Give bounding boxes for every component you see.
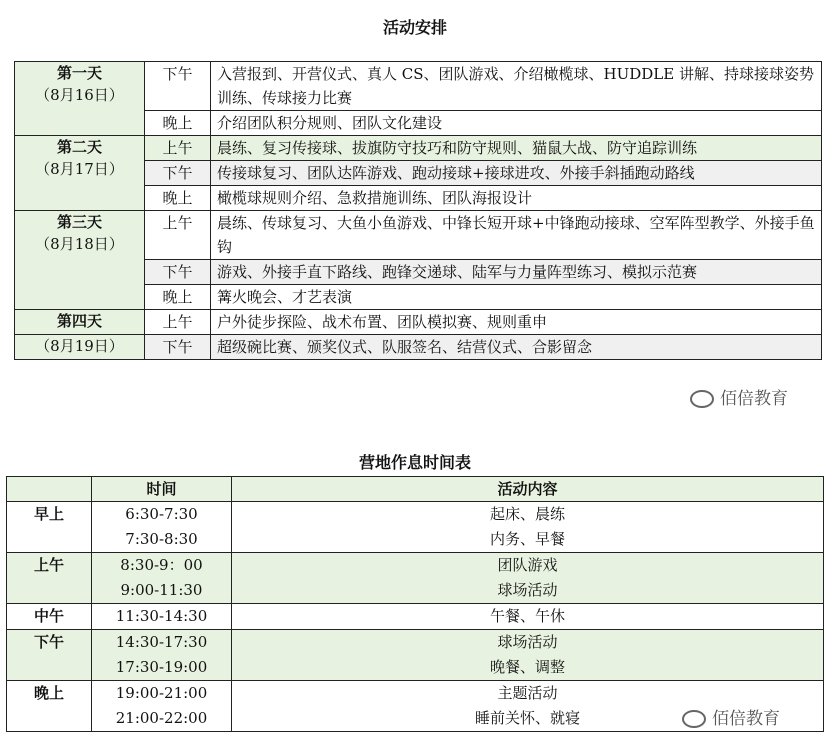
table-row xyxy=(15,335,822,360)
day-cell: 第二天 （8月17日） xyxy=(15,136,145,211)
activity-cell: 团队游戏 球场活动 xyxy=(232,553,824,604)
time-cell: 6:30-7:30 7:30-8:30 xyxy=(92,502,232,553)
slot-activities: 超级碗比赛、颁奖仪式、队服签名、结营仪式、合影留念 xyxy=(211,335,822,360)
slot-activities: 介绍团队积分规则、团队文化建设 xyxy=(211,111,822,136)
time-cell: 14:30-17:30 17:30-19:00 xyxy=(92,630,232,681)
slot-time: 下午 xyxy=(145,62,211,111)
watermark: 佰倍教育 xyxy=(690,384,788,409)
table-row xyxy=(15,62,822,111)
slot-time: 下午 xyxy=(145,335,211,360)
table-row xyxy=(7,630,824,681)
activity-cell: 午餐、午休 xyxy=(232,604,824,630)
wechat-icon xyxy=(682,710,706,728)
column-header xyxy=(7,477,92,502)
activity-cell: 主题活动 睡前关怀、就寝 xyxy=(232,681,824,732)
activity-cell: 起床、晨练 内务、早餐 xyxy=(232,502,824,553)
slot-activities: 游戏、外接手直下路线、跑锋交递球、陆军与力量阵型练习、模拟示范赛 xyxy=(211,260,822,285)
period-cell: 中午 xyxy=(7,604,92,630)
day-cell: 第四天 xyxy=(15,310,145,335)
column-header: 时间 xyxy=(92,477,232,502)
slot-time: 晚上 xyxy=(145,186,211,211)
time-cell: 11:30-14:30 xyxy=(92,604,232,630)
slot-activities: 晨练、复习传接球、拔旗防守技巧和防守规则、猫鼠大战、防守追踪训练 xyxy=(211,136,822,161)
activity-cell: 球场活动 晚餐、调整 xyxy=(232,630,824,681)
slot-activities: 户外徒步探险、战术布置、团队模拟赛、规则重申 xyxy=(211,310,822,335)
slot-time: 上午 xyxy=(145,136,211,161)
timetable-title: 营地作息时间表 xyxy=(358,453,471,472)
slot-activities: 晨练、传球复习、大鱼小鱼游戏、中锋长短开球+中锋跑动接球、空军阵型教学、外接手鱼钩 xyxy=(211,211,822,260)
time-cell: 19:00-21:00 21:00-22:00 xyxy=(92,681,232,732)
table-row xyxy=(15,310,822,335)
period-cell: 早上 xyxy=(7,502,92,553)
slot-activities: 传接球复习、团队达阵游戏、跑动接球+接球进攻、外接手斜插跑动路线 xyxy=(211,161,822,186)
watermark: 佰倍教育 xyxy=(682,704,780,729)
slot-time: 上午 xyxy=(145,211,211,260)
slot-time: 晚上 xyxy=(145,111,211,136)
slot-time: 下午 xyxy=(145,260,211,285)
period-cell: 晚上 xyxy=(7,681,92,732)
slot-activities: 篝火晚会、才艺表演 xyxy=(211,285,822,310)
slot-time: 晚上 xyxy=(145,285,211,310)
slot-time: 下午 xyxy=(145,161,211,186)
table-row xyxy=(15,211,822,260)
table-row xyxy=(7,553,824,604)
table-header-row xyxy=(7,477,824,502)
day-cell: 第一天 （8月16日） xyxy=(15,62,145,136)
time-cell: 8:30-9：00 9:00-11:30 xyxy=(92,553,232,604)
period-cell: 上午 xyxy=(7,553,92,604)
wechat-icon xyxy=(690,390,714,408)
day-cell: （8月19日） xyxy=(15,335,145,360)
table-row xyxy=(7,604,824,630)
schedule-title: 活动安排 xyxy=(382,18,447,37)
period-cell: 下午 xyxy=(7,630,92,681)
slot-activities: 橄榄球规则介绍、急救措施训练、团队海报设计 xyxy=(211,186,822,211)
slot-time: 上午 xyxy=(145,310,211,335)
table-row xyxy=(7,502,824,553)
slot-activities: 入营报到、开营仪式、真人 CS、团队游戏、介绍橄榄球、HUDDLE 讲解、持球接球姿势训练、传球接力比赛 xyxy=(211,62,822,111)
timetable-table xyxy=(6,476,824,732)
schedule-table xyxy=(14,61,822,360)
column-header: 活动内容 xyxy=(232,477,824,502)
table-row xyxy=(15,136,822,161)
day-cell: 第三天 （8月18日） xyxy=(15,211,145,310)
